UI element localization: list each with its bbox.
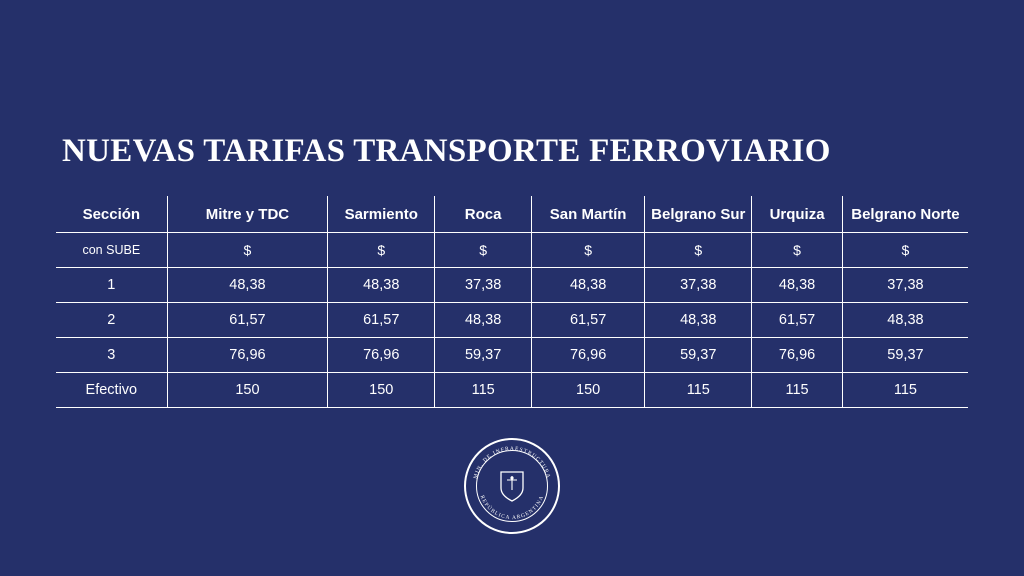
table-row — [56, 268, 968, 303]
fare-value: 48,38 — [645, 303, 752, 338]
fare-value: 59,37 — [645, 338, 752, 373]
currency-symbol: $ — [435, 233, 532, 268]
fare-value: 48,38 — [532, 268, 645, 303]
column-header-belgrano-norte: Belgrano Norte — [842, 196, 968, 233]
row-label: 1 — [56, 268, 167, 303]
row-label-con-sube: con SUBE — [56, 233, 167, 268]
fare-value: 150 — [167, 373, 328, 408]
table-header-row — [56, 196, 968, 233]
column-header-roca: Roca — [435, 196, 532, 233]
fare-value: 59,37 — [842, 338, 968, 373]
table-row — [56, 303, 968, 338]
table-row — [56, 373, 968, 408]
emblem-bottom-text: REPÚBLICA ARGENTINA — [478, 494, 546, 522]
column-header-belgrano-sur: Belgrano Sur — [645, 196, 752, 233]
fares-table — [56, 196, 968, 408]
fare-value: 76,96 — [167, 338, 328, 373]
currency-symbol: $ — [532, 233, 645, 268]
fare-value: 37,38 — [435, 268, 532, 303]
fare-value: 37,38 — [645, 268, 752, 303]
fares-table-wrapper — [56, 196, 968, 408]
fare-value: 61,57 — [532, 303, 645, 338]
fare-value: 115 — [435, 373, 532, 408]
row-label: Efectivo — [56, 373, 167, 408]
fare-value: 115 — [752, 373, 843, 408]
emblem-shield-icon — [499, 470, 525, 502]
currency-symbol: $ — [645, 233, 752, 268]
ministry-emblem-icon — [464, 438, 560, 534]
table-row — [56, 338, 968, 373]
fare-value: 48,38 — [752, 268, 843, 303]
fare-value: 37,38 — [842, 268, 968, 303]
fare-value: 150 — [328, 373, 435, 408]
column-header-sarmiento: Sarmiento — [328, 196, 435, 233]
currency-symbol: $ — [752, 233, 843, 268]
fare-value: 115 — [842, 373, 968, 408]
fare-value: 76,96 — [532, 338, 645, 373]
table-row-currency — [56, 233, 968, 268]
row-label: 2 — [56, 303, 167, 338]
fare-value: 48,38 — [842, 303, 968, 338]
row-label: 3 — [56, 338, 167, 373]
fare-value: 48,38 — [435, 303, 532, 338]
fare-value: 150 — [532, 373, 645, 408]
fare-value: 61,57 — [167, 303, 328, 338]
column-header-seccion: Sección — [56, 196, 167, 233]
currency-symbol: $ — [842, 233, 968, 268]
column-header-mitre: Mitre y TDC — [167, 196, 328, 233]
fare-value: 61,57 — [752, 303, 843, 338]
fare-value: 48,38 — [167, 268, 328, 303]
emblem-top-text: MIN. DE INFRAESTRUCTURA — [472, 445, 552, 480]
fare-value: 76,96 — [752, 338, 843, 373]
page-title: NUEVAS TARIFAS TRANSPORTE FERROVIARIO — [62, 133, 831, 169]
fare-value: 48,38 — [328, 268, 435, 303]
fare-value: 76,96 — [328, 338, 435, 373]
fare-value: 61,57 — [328, 303, 435, 338]
currency-symbol: $ — [167, 233, 328, 268]
fare-value: 59,37 — [435, 338, 532, 373]
fare-value: 115 — [645, 373, 752, 408]
column-header-san-martin: San Martín — [532, 196, 645, 233]
column-header-urquiza: Urquiza — [752, 196, 843, 233]
currency-symbol: $ — [328, 233, 435, 268]
